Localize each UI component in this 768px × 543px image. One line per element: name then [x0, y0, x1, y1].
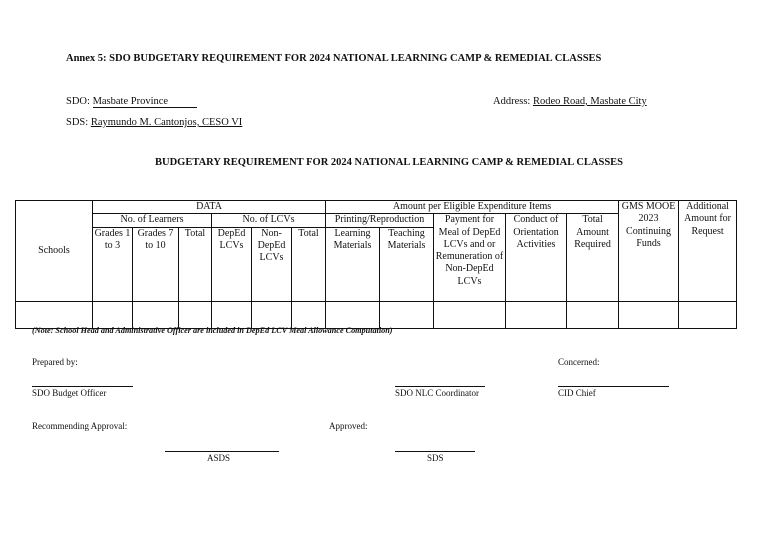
col-lcvs-total: Total	[292, 227, 326, 301]
table-cell	[133, 302, 179, 329]
col-data: DATA	[93, 201, 326, 214]
col-grades-1-3: Grades 1 to 3	[93, 227, 133, 301]
table-cell	[292, 302, 326, 329]
nlc-coordinator-label: SDO NLC Coordinator	[395, 388, 479, 398]
col-learning-materials: Learning Materials	[326, 227, 380, 301]
col-no-lcvs: No. of LCVs	[212, 214, 326, 227]
table-cell	[93, 302, 133, 329]
address-label: Address:	[493, 96, 531, 107]
nlc-coordinator-signature-line	[395, 386, 485, 387]
table-cell	[16, 302, 93, 329]
table-cell	[252, 302, 292, 329]
table-cell	[679, 302, 737, 329]
table-cell	[212, 302, 252, 329]
col-grades-7-10: Grades 7 to 10	[133, 227, 179, 301]
asds-signature-line	[165, 451, 279, 452]
sdo-value: Masbate Province	[93, 96, 197, 108]
sdo-line	[66, 96, 197, 108]
sds-label: SDS	[427, 453, 444, 463]
sds-line	[66, 117, 242, 128]
col-non-deped-lcvs: Non-DepEd LCVs	[252, 227, 292, 301]
table-cell	[506, 302, 567, 329]
col-teaching-materials: Teaching Materials	[380, 227, 434, 301]
col-total-required: Total Amount Required	[567, 214, 619, 301]
col-conduct-orientation: Conduct of Orientation Activities	[506, 214, 567, 301]
main-title: BUDGETARY REQUIREMENT FOR 2024 NATIONAL LEARNING CAMP & REMEDIAL CLASSES	[155, 157, 624, 168]
sds-signature-line	[395, 451, 475, 452]
table-cell	[619, 302, 679, 329]
sds-value: Raymundo M. Cantonjos, CESO VI	[90, 117, 243, 128]
annex-title: Annex 5: SDO BUDGETARY REQUIREMENT FOR 2024 NATIONAL LEARNING CAMP & REMEDIAL CLASSES	[66, 53, 602, 64]
cid-chief-label: CID Chief	[558, 388, 596, 398]
budget-officer-label: SDO Budget Officer	[32, 388, 107, 398]
table-cell	[380, 302, 434, 329]
col-no-learners: No. of Learners	[93, 214, 212, 227]
col-deped-lcvs: DepEd LCVs	[212, 227, 252, 301]
table-cell	[326, 302, 380, 329]
table-row	[16, 302, 737, 329]
table-cell	[434, 302, 506, 329]
cid-chief-signature-line	[558, 386, 669, 387]
address-line	[493, 96, 647, 107]
sds-label: SDS:	[66, 117, 89, 128]
col-schools: Schools	[16, 201, 93, 302]
budget-officer-signature-line	[32, 386, 133, 387]
col-learners-total: Total	[179, 227, 212, 301]
table-cell	[567, 302, 619, 329]
concerned-label: Concerned:	[558, 357, 600, 367]
col-printing: Printing/Reproduction	[326, 214, 434, 227]
approved-label: Approved:	[329, 421, 368, 431]
col-gms-mooe: GMS MOOE 2023 Continuing Funds	[619, 201, 679, 302]
sdo-label: SDO:	[66, 96, 90, 107]
table-note: (Note: School Head and Administrative Officer are included in DepEd LCV Meal Allowance Computation)	[32, 326, 393, 335]
col-payment-meal: Payment for Meal of DepEd LCVs and or Remuneration of Non-DepEd LCVs	[434, 214, 506, 301]
col-amount-items: Amount per Eligible Expenditure Items	[326, 201, 619, 214]
budget-table	[15, 200, 737, 329]
address-value: Rodeo Road, Masbate City	[532, 96, 647, 107]
recommending-approval-label: Recommending Approval:	[32, 421, 128, 431]
prepared-by-label: Prepared by:	[32, 357, 78, 367]
asds-label: ASDS	[207, 453, 231, 463]
col-additional: Additional Amount for Request	[679, 201, 737, 302]
table-cell	[179, 302, 212, 329]
